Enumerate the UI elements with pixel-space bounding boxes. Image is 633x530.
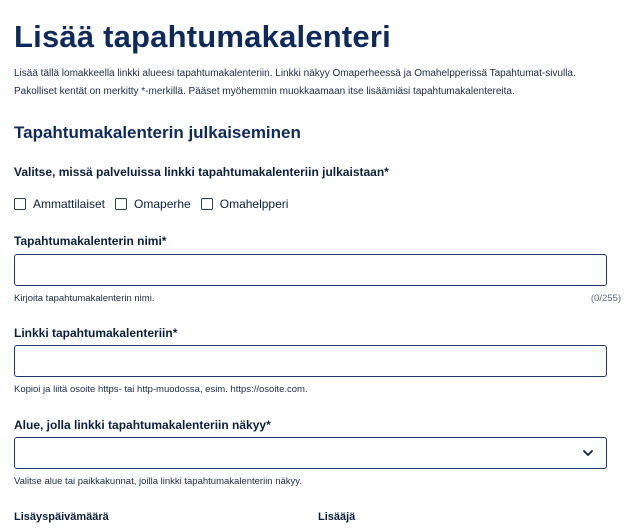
link-field-hint: Kopioi ja liitä osoite https- tai http-muodossa, esim. https://osoite.com. (14, 384, 308, 395)
date-added-label: Lisäyspäivämäärä (14, 511, 109, 523)
page-title: Lisää tapahtumakalenteri (14, 19, 391, 54)
checkbox-ammattilaiset[interactable] (14, 197, 105, 211)
services-label: Valitse, missä palveluissa linkki tapahtumakalenteriin julkaistaan* (14, 165, 389, 179)
checkbox-omahelpperi[interactable] (201, 197, 289, 211)
link-field-label: Linkki tapahtumakalenteriin* (14, 326, 178, 340)
checkbox-label: Omahelpperi (219, 197, 289, 211)
checkbox-box[interactable] (14, 198, 26, 210)
added-by-label: Lisääjä (318, 511, 356, 523)
checkbox-box[interactable] (201, 198, 213, 210)
checkbox-omaperhe[interactable] (115, 197, 191, 211)
name-field-label: Tapahtumakalenterin nimi* (14, 234, 167, 248)
services-checkbox-group (14, 197, 298, 211)
area-field-hint: Valitse alue tai paikkakunnat, joilla linkki tapahtumakalenteriin näkyy. (14, 476, 302, 487)
checkbox-label: Omaperhe (134, 197, 191, 211)
name-input[interactable] (14, 254, 607, 286)
checkbox-box[interactable] (115, 198, 127, 210)
checkbox-label: Ammattilaiset (33, 197, 106, 211)
area-select[interactable] (14, 437, 607, 469)
chevron-down-icon (582, 447, 594, 459)
name-char-counter: (0/255) (590, 293, 621, 304)
intro-text: Lisää tällä lomakkeella linkki alueesi tapahtumakalenteriin. Linkki näkyy Omaperheessä ja Omahelpperissä Tapahtumat-sivulla. Pakolliset kentät on merkitty *-merkillä. Pääset myöhemmin muokkaamaan itse lisäämiäsi tapahtumakalentereita. (14, 68, 576, 97)
section-title: Tapahtumakalenterin julkaiseminen (14, 123, 301, 142)
link-input[interactable] (14, 345, 607, 377)
name-field-hint: Kirjoita tapahtumakalenterin nimi. (14, 293, 155, 304)
area-field-label: Alue, jolla linkki tapahtumakalenteriin näkyy* (14, 418, 271, 432)
